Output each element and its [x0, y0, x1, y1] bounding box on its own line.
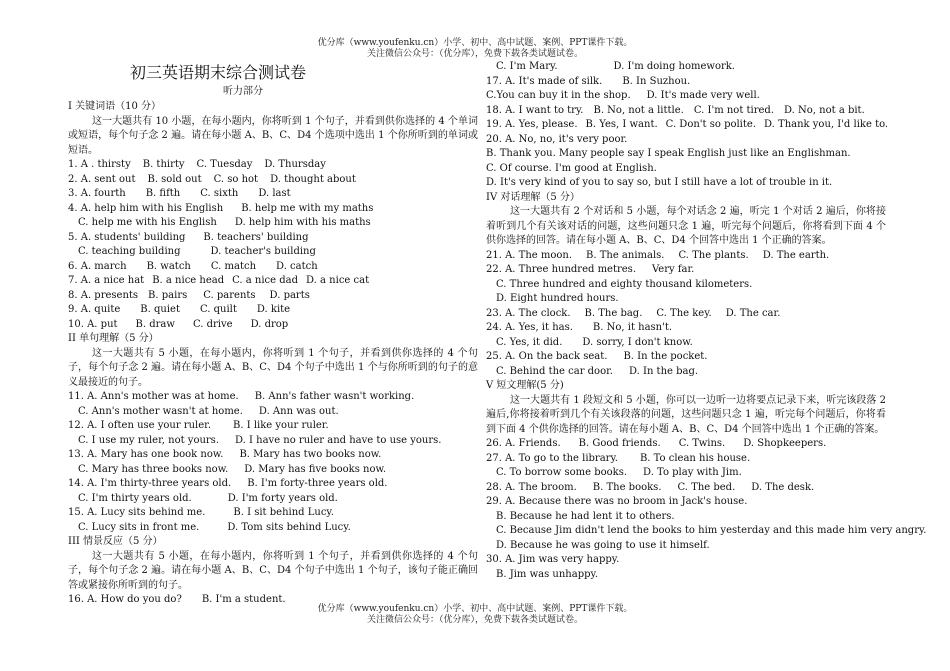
exam-title: 初三英语期末综合测试卷: [129, 63, 306, 82]
question-27-ab: 27. A. To go to the library. B. To clean his house.: [486, 452, 751, 464]
question-24-ab: 24. A. Yes, it has. B. No, it hasn't.: [486, 322, 673, 333]
question-14-ab: 14. A. I'm thirty-three years old. B. I'm forty-three years old.: [68, 478, 388, 489]
question-21: 21. A. The moon. B. The animals. C. The plants. D. The earth.: [486, 249, 830, 261]
question-15-ab: 15. A. Lucy sits behind me. B. I sit behind Lucy.: [68, 507, 334, 518]
question-13-ab: 13. A. Mary has one book now. B. Mary has two books now.: [68, 449, 382, 460]
section-1-instructions: 这一大题共有 10 小题，在每小题内，你将听到 1 个句子，并看到供你选择的 4 个单词或短语，每个句子念 2 遍。请在每小题 A、B、C、D4 个选项中选出 1 个你所听到的单词或短语。: [68, 115, 478, 156]
section-4-instructions: 这一大题共有 2 个对话和 5 小题，每个对话念 2 遍，听完 1 个对话 2 遍后，你将接着听到几个有关该对话的问题，这些问题只念 1 遍，听完每个问题后，你将看到下面 4 个供你选择的回答。请在每小题 A、B、C、D4 个回答中选出 1 个正确的答案。: [486, 206, 886, 246]
question-27-cd: C. To borrow some books. D. To play with Jim.: [496, 467, 742, 478]
question-15-cd: C. Lucy sits in front me. D. Tom sits behind Lucy.: [78, 521, 351, 533]
question-16-ab: 16. A. How do you do? B. I'm a student.: [68, 594, 286, 605]
question-17-cd: C.You can buy it in the shop. D. It's made very well.: [486, 90, 760, 101]
question-12-ab: 12. A. I often use your ruler. B. I like your ruler.: [68, 420, 329, 431]
question-6: 6. A. march B. watch C. match D. catch: [68, 260, 318, 272]
left-column: [68, 62, 478, 608]
question-29-b: B. Because he had lent it to others.: [496, 510, 675, 522]
question-20-d: D. It's very kind of you to say so, but I still have a lot of trouble in it.: [486, 177, 833, 188]
section-3-heading: III 情景反应（5 分）: [68, 536, 163, 547]
question-4-ab: 4. A. help him with his English B. help me with my maths: [68, 202, 374, 214]
question-25-ab: 25. A. On the back seat. B. In the pocket.: [486, 351, 708, 362]
section-2-instructions: 这一大题共有 5 小题，在每小题内，你将听到 1 个句子，并看到供你选择的 4 个句子，每个句子念 2 遍。请在每小题 A、B、C、D4 个句子中选出 1 个与你所听到的句子的意义最接近的句子。: [68, 347, 478, 388]
question-29-a: 29. A. Because there was no broom in Jack's house.: [486, 496, 748, 507]
question-11-ab: 11. A. Ann's mother was at home. B. Ann's father wasn't working.: [68, 391, 415, 402]
header-line-1: 优分库（www.youfenku.cn）小学、初中、高中试题、案例、PPT课件下载。: [317, 38, 633, 48]
question-8: 8. A. presents B. pairs C. parents D. parts: [68, 289, 310, 301]
section-5-instructions: 这一大题共有 1 段短文和 5 小题，你可以一边听一边将要点记录下来，听完该段落 2 遍后,你将接着听到几个有关该段落的问题，这些问题只念 1 遍，听完每个问题后，你将看到下面 4 个供你选择的回答。请在每小题 A、B、C、D4 个回答中选出 1 个正确的答案。: [486, 394, 886, 435]
question-22-ab: 22. A. Three hundred metres. Very far.: [486, 264, 695, 275]
question-29-c: C. Because Jim didn't lend the books to him yesterday and this made him very angry.: [496, 525, 927, 536]
section-3-instructions: 这一大题共有 5 小题，在每小题内，你将听到 1 个句子，并看到供你选择的 4 个句子，每个句子念 2 遍。请在每小题 A、B、C、D4 个句子中选出 1 个句子，该句子能正确回答或紧接你所听到的句子。: [68, 550, 478, 591]
question-5-cd: C. teaching building D. teacher's building: [78, 246, 316, 257]
question-24-cd: C. Yes, it did. D. sorry, I don't know.: [496, 336, 693, 348]
footer-line-2: 关注微信公众号：（优分库），免费下载各类试题试卷。: [366, 615, 583, 625]
question-18: 18. A. I want to try. B. No, not a little. C. I'm not tired. D. No, not a bit.: [486, 104, 865, 116]
question-29-d: D. Because he was going to use it himself.: [496, 539, 710, 551]
question-4-cd: C. help me with his English D. help him with his maths: [78, 217, 371, 228]
page-header: [0, 38, 950, 60]
question-26: 26. A. Friends. B. Good friends. C. Twins. D. Shopkeepers.: [486, 438, 827, 449]
question-23: 23. A. The clock. B. The bag. C. The key. D. The car.: [486, 307, 781, 319]
question-30-a: 30. A. Jim was very happy.: [486, 554, 620, 565]
right-column: [486, 60, 927, 582]
question-11-cd: C. Ann's mother wasn't at home. D. Ann was out.: [78, 405, 339, 417]
question-30-b: B. Jim was unhappy.: [496, 568, 598, 580]
question-10: 10. A. put B. draw C. drive D. drop: [68, 318, 289, 330]
question-19: 19. A. Yes, please. B. Yes, I want. C. Don't so polite. D. Thank you, I'd like to.: [486, 119, 889, 130]
page-footer: [0, 604, 950, 626]
question-20-b: B. Thank you. Many people say I speak English just like an Englishman.: [486, 148, 851, 159]
question-17-ab: 17. A. It's made of silk. B. In Suzhou.: [486, 75, 691, 87]
question-12-cd: C. I use my ruler, not yours. D. I have no ruler and have to use yours.: [78, 434, 442, 446]
question-25-cd: C. Behind the car door. D. In the bag.: [496, 365, 699, 377]
question-20-c: C. Of course. I'm good at English.: [486, 162, 657, 174]
section-4-heading: IV 对话理解（5 分）: [486, 191, 580, 203]
question-13-cd: C. Mary has three books now. D. Mary has five books now.: [78, 463, 387, 475]
section-5-heading: V 短文理解(5 分): [486, 380, 564, 391]
question-16-cd: C. I'm Mary. D. I'm doing homework.: [496, 61, 735, 72]
question-5-ab: 5. A. students' building B. teachers' building: [68, 231, 309, 243]
question-3: 3. A. fourth B. fifth C. sixth D. last: [68, 188, 291, 199]
question-20-a: 20. A. No, no, it's very poor.: [486, 133, 628, 145]
header-line-2: 关注微信公众号：（优分库），免费下载各类试题试卷。: [366, 49, 583, 59]
question-7: 7. A. a nice hat B. a nice head C. a nice dad D. a nice cat: [68, 275, 370, 286]
question-9: 9. A. quite B. quiet C. quilt D. kite: [68, 304, 291, 315]
question-28: 28. A. The broom. B. The books. C. The bed. D. The desk.: [486, 481, 815, 493]
section-1-heading: I 关键词语（10 分）: [68, 101, 162, 112]
question-2: 2. A. sent out B. sold out C. so hot D. thought about: [68, 173, 356, 185]
question-22-c: C. Three hundred and eighty thousand kilometers.: [496, 278, 753, 290]
exam-subtitle: 听力部分: [223, 86, 263, 97]
section-2-heading: II 单句理解（5 分）: [68, 333, 159, 344]
question-22-d: D. Eight hundred hours.: [496, 293, 619, 304]
question-14-cd: C. I'm thirty years old. D. I'm forty years old.: [78, 492, 338, 504]
question-1: 1. A . thirsty B. thirty C. Tuesday D. Thursday: [68, 159, 326, 170]
footer-line-1: 优分库（www.youfenku.cn）小学、初中、高中试题、案例、PPT课件下载。: [317, 604, 633, 614]
